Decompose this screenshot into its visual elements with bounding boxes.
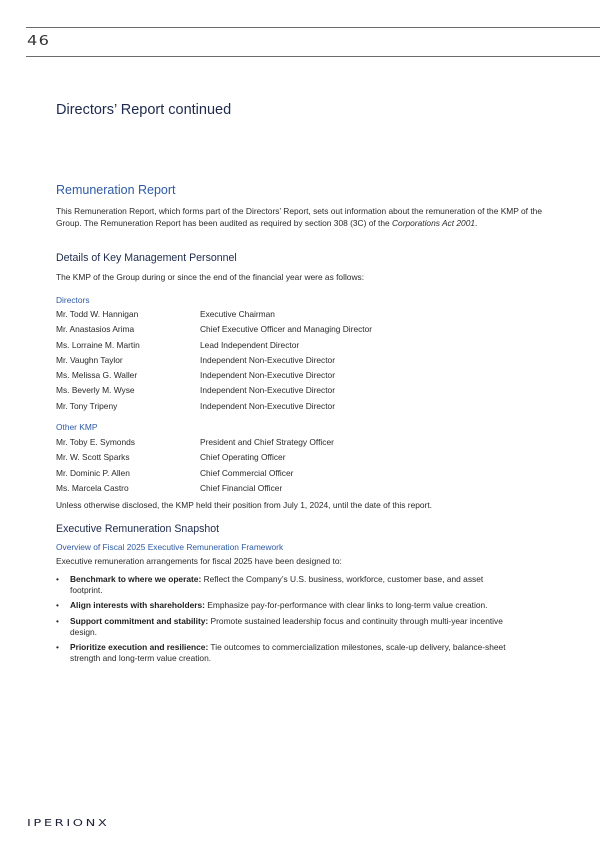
kmp-role: Chief Commercial Officer: [200, 467, 294, 478]
kmp-row: [56, 338, 536, 353]
intro-text: This Remuneration Report, which forms part of the Directors’ Report, sets out information about the remuneration of the KMP of the Group. The Remuneration Report has been audited as required by section 308 (3C) of the: [56, 206, 542, 228]
directors-list: [56, 307, 536, 414]
kmp-intro: The KMP of the Group during or since the end of the financial year were as follows:: [56, 272, 365, 282]
kmp-name: Mr. Toby E. Symonds: [56, 437, 135, 447]
page-number: 46: [27, 34, 51, 49]
bullet-lead: Benchmark to where we operate:: [70, 574, 202, 584]
kmp-name: Ms. Melissa G. Waller: [56, 370, 138, 381]
snapshot-heading: Executive Remuneration Snapshot: [56, 523, 220, 535]
kmp-name: Ms. Marcela Castro: [56, 482, 129, 493]
kmp-name: Mr. Dominic P. Allen: [56, 467, 130, 478]
snapshot-subheading: Overview of Fiscal 2025 Executive Remuneration Framework: [56, 542, 284, 552]
iperionx-logo: IPERIONX: [27, 818, 110, 829]
snapshot-bullets: [56, 574, 506, 668]
kmp-role: Independent Non-Executive Director: [200, 400, 336, 411]
kmp-row: [56, 435, 536, 450]
bullet-text: Tie outcomes to commercialization milestones, scale-up delivery, balance-sheet strength and long-term value creation.: [70, 642, 506, 664]
kmp-row: [56, 399, 536, 414]
kmp-name: Ms. Beverly M. Wyse: [56, 385, 135, 396]
bullet-lead: Align interests with shareholders:: [70, 600, 205, 611]
bullet-lead: Prioritize execution and resilience:: [70, 642, 209, 653]
kmp-row: [56, 383, 536, 398]
kmp-name: Mr. Anastasios Arima: [56, 324, 135, 335]
bullet-text: Reflect the Company’s U.S. business, workforce, customer base, and asset footprint.: [70, 574, 484, 596]
kmp-row: [56, 481, 536, 496]
kmp-name: Mr. Tony Tripeny: [56, 400, 118, 411]
kmp-role: President and Chief Strategy Officer: [200, 437, 334, 447]
bullet-lead: Support commitment and stability:: [70, 615, 209, 626]
header-rule-bottom: [26, 56, 600, 57]
kmp-role: Lead Independent Director: [200, 339, 300, 350]
header-rule-top: [26, 27, 600, 28]
remuneration-intro: [56, 206, 546, 229]
bullet-item: [56, 642, 506, 664]
kmp-role: Independent Non-Executive Director: [200, 354, 336, 365]
kmp-row: [56, 322, 536, 337]
bullet-item: [56, 600, 506, 611]
kmp-name: Mr. W. Scott Sparks: [56, 452, 130, 463]
kmp-row: [56, 307, 536, 322]
kmp-role: Chief Executive Officer and Managing Director: [200, 324, 373, 335]
directors-label: Directors: [56, 295, 90, 305]
bullet-text: Promote sustained leadership focus and continuity through multi-year incentive design.: [70, 615, 503, 637]
kmp-name: Mr. Vaughn Taylor: [56, 354, 123, 365]
kmp-note: Unless otherwise disclosed, the KMP held their position from July 1, 2024, until the date of this report.: [56, 500, 432, 510]
kmp-row: [56, 450, 536, 465]
kmp-name: Ms. Lorraine M. Martin: [56, 339, 140, 350]
act-name: Corporations Act 2001: [391, 217, 476, 228]
remuneration-heading: Remuneration Report: [56, 183, 176, 197]
kmp-row: [56, 353, 536, 368]
kmp-name: Mr. Todd W. Hannigan: [56, 309, 139, 319]
bullet-item: [56, 574, 506, 596]
kmp-role: Independent Non-Executive Director: [200, 385, 336, 396]
page-title: Directors’ Report continued: [56, 102, 232, 118]
intro-end: .: [475, 217, 478, 228]
kmp-role: Chief Operating Officer: [200, 452, 286, 463]
bullet-text: Emphasize pay-for-performance with clear links to long-term value creation.: [204, 600, 488, 611]
bullet-item: [56, 616, 506, 638]
kmp-row: [56, 466, 536, 481]
kmp-role: Independent Non-Executive Director: [200, 370, 336, 381]
kmp-row: [56, 368, 536, 383]
kmp-role: Executive Chairman: [200, 309, 275, 319]
other-kmp-list: [56, 435, 536, 496]
kmp-heading: Details of Key Management Personnel: [56, 252, 237, 264]
other-kmp-label: Other KMP: [56, 422, 98, 432]
snapshot-intro: Executive remuneration arrangements for fiscal 2025 have been designed to:: [56, 556, 342, 566]
kmp-role: Chief Financial Officer: [200, 482, 283, 493]
